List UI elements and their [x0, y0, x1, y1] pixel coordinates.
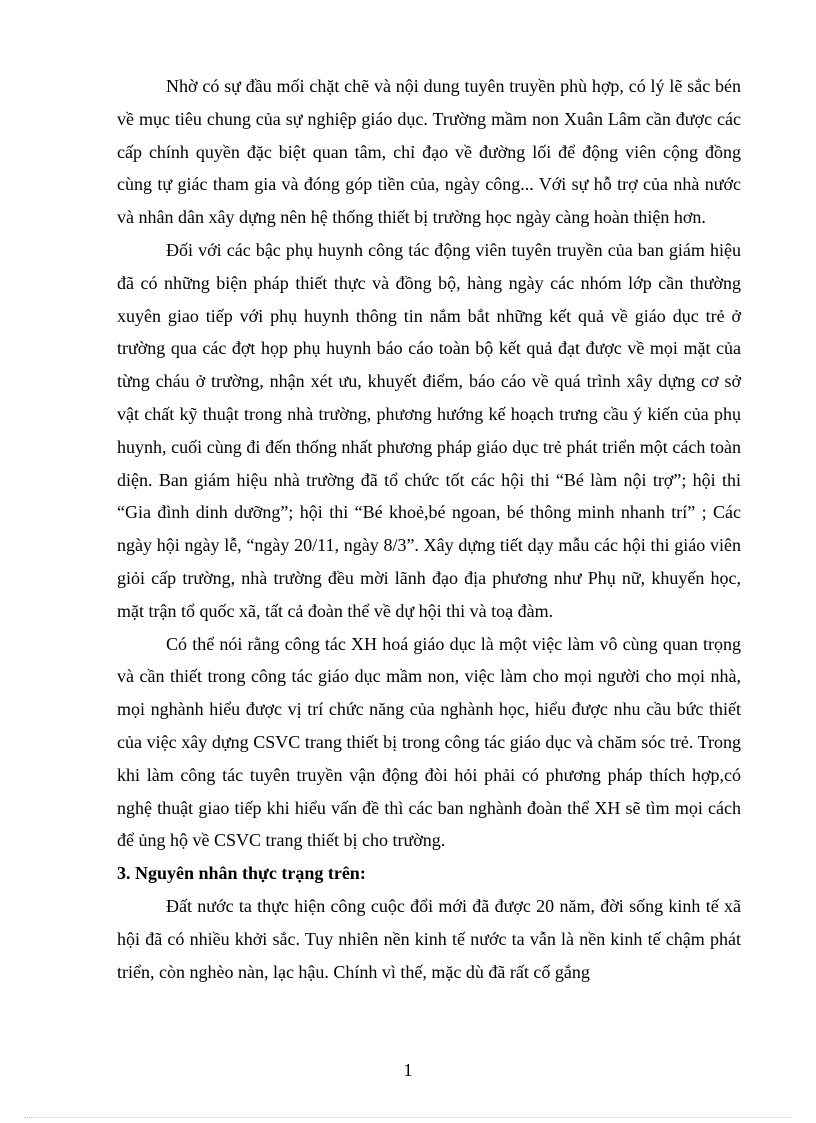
paragraph-2: Đối với các bậc phụ huynh công tác động viên tuyên truyền của ban giám hiệu đã có những biện pháp thiết thực và đồng bộ, hàng ngày các nhóm lớp cần thường xuyên giao tiếp với phụ huynh thông tin nắm bắt những kết quả về giáo dục trẻ ở trường qua các đợt họp phụ huynh báo cáo toàn bộ kết quả đạt được về mọi mặt của từng cháu ở trường, nhận xét ưu, khuyết điểm, báo cáo về quá trình xây dựng cơ sở vật chất kỹ thuật trong nhà trường, phương hướng kế hoạch trưng cầu ý kiến của phụ huynh, cuối cùng đi đến thống nhất phương pháp giáo dục trẻ phát triển một cách toàn diện. Ban giám hiệu nhà trường đã tổ chức tốt các hội thi “Bé làm nội trợ”; hội thi “Gia đình dinh dưỡng”; hội thi “Bé khoẻ,bé ngoan, bé thông minh nhanh trí” ; Các ngày hội ngày lễ, “ngày 20/11, ngày 8/3”. Xây dựng tiết dạy mẫu các hội thi giáo viên giỏi cấp trường, nhà trường đều mời lãnh đạo địa phương như Phụ nữ, khuyến học, mặt trận tổ quốc xã, tất cả đoàn thể về dự hội thi và toạ đàm.	[117, 239, 741, 621]
section-paragraph: Đất nước ta thực hiện công cuộc đổi mới đã được 20 năm, đời sống kinh tế xã hội đã có nhiều khởi sắc. Tuy nhiên nền kinh tế nước ta vẫn là nền kinh tế chậm phát triển, còn nghèo nàn, lạc hậu. Chính vì thế, mặc dù đã rất cố gắng	[117, 895, 741, 982]
page-bottom-divider	[24, 1117, 792, 1118]
page-number: 1	[403, 1060, 413, 1080]
section-heading: 3. Nguyên nhân thực trạng trên:	[117, 863, 366, 884]
document-body	[117, 70, 741, 988]
paragraph-3: Có thể nói rằng công tác XH hoá giáo dục là một việc làm vô cùng quan trọng và cần thiết trong công tác giáo dục mầm non, việc làm cho mọi người cho mọi nhà, mọi nghành hiểu được vị trí chức năng của nghành học, hiểu được nhu cầu bức thiết của việc xây dựng CSVC trang thiết bị trong công tác giáo dục và chăm sóc trẻ. Trong khi làm công tác tuyên truyền vận động đòi hỏi phải có phương pháp thích hợp,có nghệ thuật giao tiếp khi hiểu vấn đề thì các ban nghành đoàn thể XH sẽ tìm mọi cách để ủng hộ về CSVC trang thiết bị cho trường.	[117, 633, 741, 851]
paragraph-1: Nhờ có sự đầu mối chặt chẽ và nội dung tuyên truyền phù hợp, có lý lẽ sắc bén về mục tiêu chung của sự nghiệp giáo dục. Trường mầm non Xuân Lâm cần được các cấp chính quyền đặc biệt quan tâm, chỉ đạo về đường lối để động viên cộng đồng cùng tự giác tham gia và đóng góp tiền của, ngày công... Với sự hỗ trợ của nhà nước và nhân dân xây dựng nên hệ thống thiết bị trường học ngày càng hoàn thiện hơn.	[117, 76, 741, 228]
